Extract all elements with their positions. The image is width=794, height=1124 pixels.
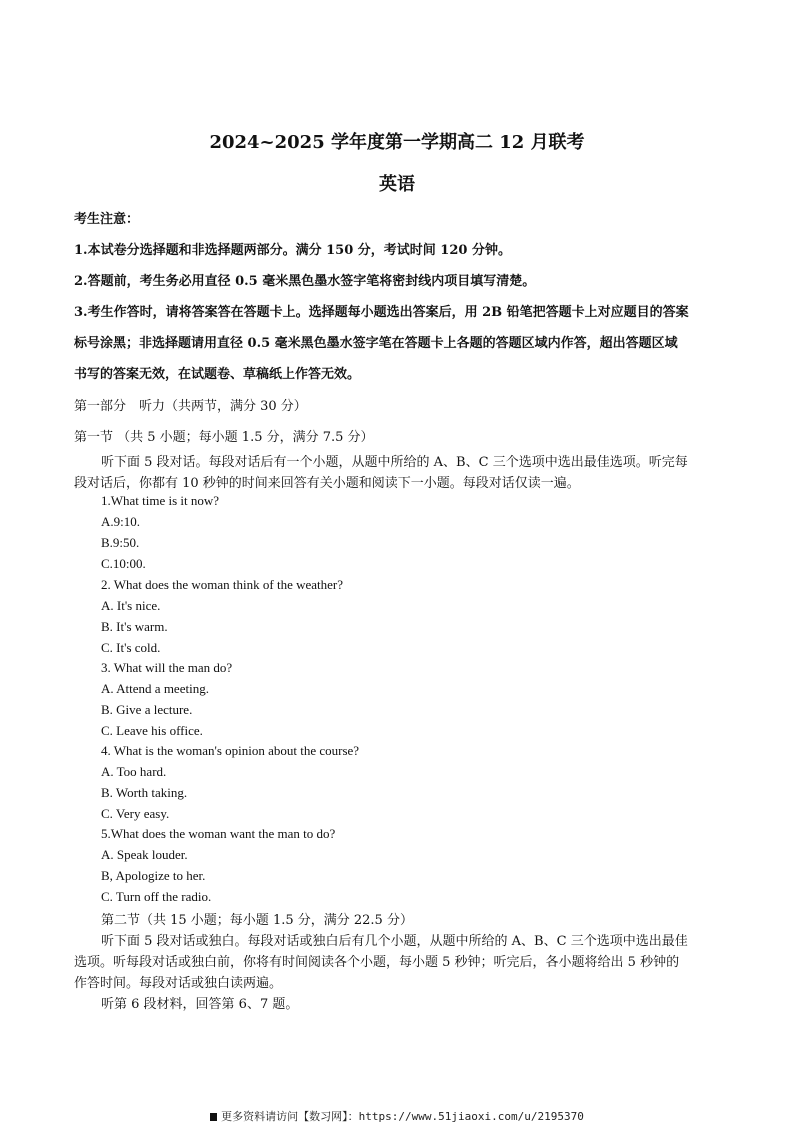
material-6-label: 听第 6 段材料，回答第 6、7 题。 [101,997,299,1012]
section1-instruction-line-1: 听下面 5 段对话。每段对话后有一个小题，从题中所给的 A、B、C 三个选项中选出最佳选项。听完每 [101,455,688,470]
question-3-option-b: B. Give a lecture. [101,702,193,717]
question-4-option-b: B. Worth taking. [101,785,188,800]
notice-item-3-line-1: 3.考生作答时，请将答案答在答题卡上。选择题每小题选出答案后，用 2B 铅笔把答题卡上对应题目的答案 [74,305,689,320]
part1-heading: 第一部分 听力（共两节，满分 30 分） [74,399,307,414]
question-3-option-c: C. Leave his office. [101,723,203,738]
question-5-option-c: C. Turn off the radio. [101,889,212,904]
question-4-option-a: A. Too hard. [101,764,167,779]
question-2: 2. What does the woman think of the weather? [101,577,343,592]
notice-item-1: 1.本试卷分选择题和非选择题两部分。满分 150 分，考试时间 120 分钟。 [74,243,511,258]
exam-title: 2024~2025 学年度第一学期高二 12 月联考 [209,132,585,153]
question-2-option-a: A. It's nice. [101,598,161,613]
question-5: 5.What does the woman want the man to do? [101,826,336,841]
footer-link[interactable] [0,1108,794,1124]
question-1-option-c: C.10:00. [101,556,146,571]
question-1: 1.What time is it now? [101,493,220,508]
section2-instruction-line-1: 听下面 5 段对话或独白。每段对话或独白后有几个小题，从题中所给的 A、B、C 三个选项中选出最佳 [101,934,688,949]
flag-icon [210,1113,217,1121]
question-5-option-b: B, Apologize to her. [101,868,206,883]
question-2-option-b: B. It's warm. [101,619,168,634]
notice-item-3-line-3: 书写的答案无效，在试题卷、草稿纸上作答无效。 [74,367,361,382]
section2-instruction-line-2: 选项。听每段对话或独白前，你将有时间阅读各个小题，每小题 5 秒钟；听完后，各小题将给出 5 秒钟的 [74,955,680,970]
section1-instruction-line-2: 段对话后，你都有 10 秒钟的时间来回答有关小题和阅读下一小题。每段对话仅读一遍。 [74,476,580,491]
question-3: 3. What will the man do? [101,660,233,675]
question-1-option-a: A.9:10. [101,514,140,529]
question-3-option-a: A. Attend a meeting. [101,681,209,696]
notice-item-2: 2.答题前，考生务必用直径 0.5 毫米黑色墨水签字笔将密封线内项目填写清楚。 [74,274,536,289]
subject-title: 英语 [379,174,415,195]
footer-text: 更多资料请访问【数习网】：https://www.51jiaoxi.com/u/2195370 [221,1110,584,1123]
question-4: 4. What is the woman's opinion about the course? [101,743,360,758]
section1-heading: 第一节 （共 5 小题；每小题 1.5 分，满分 7.5 分） [74,430,374,445]
question-5-option-a: A. Speak louder. [101,847,188,862]
section2-instruction-line-3: 作答时间。每段对话或独白读两遍。 [74,976,283,991]
question-2-option-c: C. It's cold. [101,640,161,655]
section2-heading: 第二节（共 15 小题；每小题 1.5 分，满分 22.5 分） [101,913,413,928]
question-1-option-b: B.9:50. [101,535,140,550]
question-4-option-c: C. Very easy. [101,806,170,821]
notice-heading: 考生注意： [74,212,140,227]
notice-item-3-line-2: 标号涂黑；非选择题请用直径 0.5 毫米黑色墨水签字笔在答题卡上各题的答题区域内作答，超出答题区域 [74,336,678,351]
